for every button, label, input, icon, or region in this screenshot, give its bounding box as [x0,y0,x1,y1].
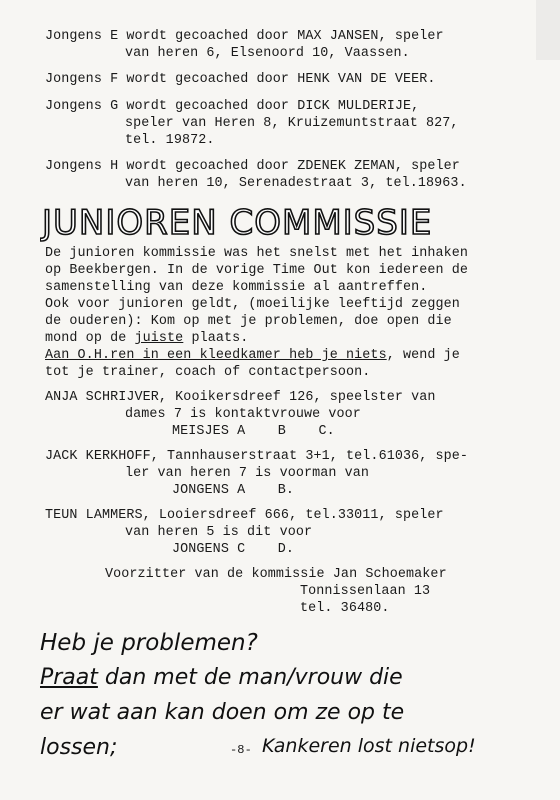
member-jack-line2: ler van heren 7 is voorman van [125,466,370,481]
member-teun-line2: van heren 5 is dit voor [125,525,313,540]
chair-line2: Tonnissenlaan 13 [300,584,431,599]
coach-g-line2: speler van Heren 8, Kruizemuntstraat 827, [125,116,459,131]
chair-line1: Voorzitter van de kommissie Jan Schoemaker [105,567,447,582]
member-teun-line1: TEUN LAMMERS, Looiersdreef 666, tel.33011, speler [45,508,444,523]
aan-line-1 [45,347,460,365]
aan-underlined: Aan O.H.ren in een kleedkamer heb je niets [45,348,387,363]
member-anja-team: MEISJES A B C. [172,424,335,439]
coach-f-line1: Jongens F wordt gecoached door HENK VAN DE VEER. [45,72,436,87]
page-number: -8- [230,743,252,757]
intro-line-5: de ouderen): Kom op met je problemen, doe open die [45,314,452,329]
intro-line-1: De junioren kommissie was het snelst met het inhaken [45,246,469,261]
handwritten-final: Kankeren lost nietsop! [262,735,476,757]
chair-line3: tel. 36480. [300,601,390,616]
coach-h-line2: van heren 10, Serenadestraat 3, tel.18963. [125,176,467,191]
coach-h-line1: Jongens H wordt gecoached door ZDENEK ZEMAN, speler [45,159,460,174]
intro-last-underlined: juiste [134,331,184,346]
coach-g-line3: tel. 19872. [125,133,215,148]
handwritten-line-3: lossen; [40,735,118,760]
heading-text: JUNIOREN COMMISSIE [42,203,433,242]
member-jack-team: JONGENS A B. [172,483,295,498]
handwritten-praat: Praat [40,665,98,690]
coach-e-line1: Jongens E wordt gecoached door MAX JANSEN, speler [45,29,444,44]
bleed-through-edge [536,0,560,60]
intro-line-6 [45,330,248,348]
member-jack-line1: JACK KERKHOFF, Tannhauserstraat 3+1, tel.61036, spe- [45,449,469,464]
handwritten-line-1 [40,665,403,690]
aan-post: , wend je [386,348,460,363]
intro-last-post: plaats. [183,331,249,346]
intro-last-pre: mond op de [45,331,135,346]
handwritten-line-2: er wat aan kan doen om ze op te [40,700,405,725]
member-anja-line1: ANJA SCHRIJVER, Kooikersdreef 126, speelster van [45,390,436,405]
member-anja-line2: dames 7 is kontaktvrouwe voor [125,407,361,422]
coach-g-line1: Jongens G wordt gecoached door DICK MULDERIJE, [45,99,420,114]
intro-line-3: samenstelling van deze kommissie al aantreffen. [45,280,428,295]
intro-line-2: op Beekbergen. In de vorige Time Out kon iedereen de [45,263,469,278]
member-teun-team: JONGENS C D. [172,542,295,557]
intro-line-4: Ook voor junioren geldt, (moeilijke leeftijd zeggen [45,297,460,312]
handwritten-line-1-rest: dan met de man/vrouw die [97,665,403,690]
aan-line-2: tot je trainer, coach of contactpersoon. [45,365,371,380]
handwritten-question: Heb je problemen? [40,630,258,656]
coach-e-line2: van heren 6, Elsenoord 10, Vaassen. [125,46,410,61]
section-heading [40,196,460,242]
